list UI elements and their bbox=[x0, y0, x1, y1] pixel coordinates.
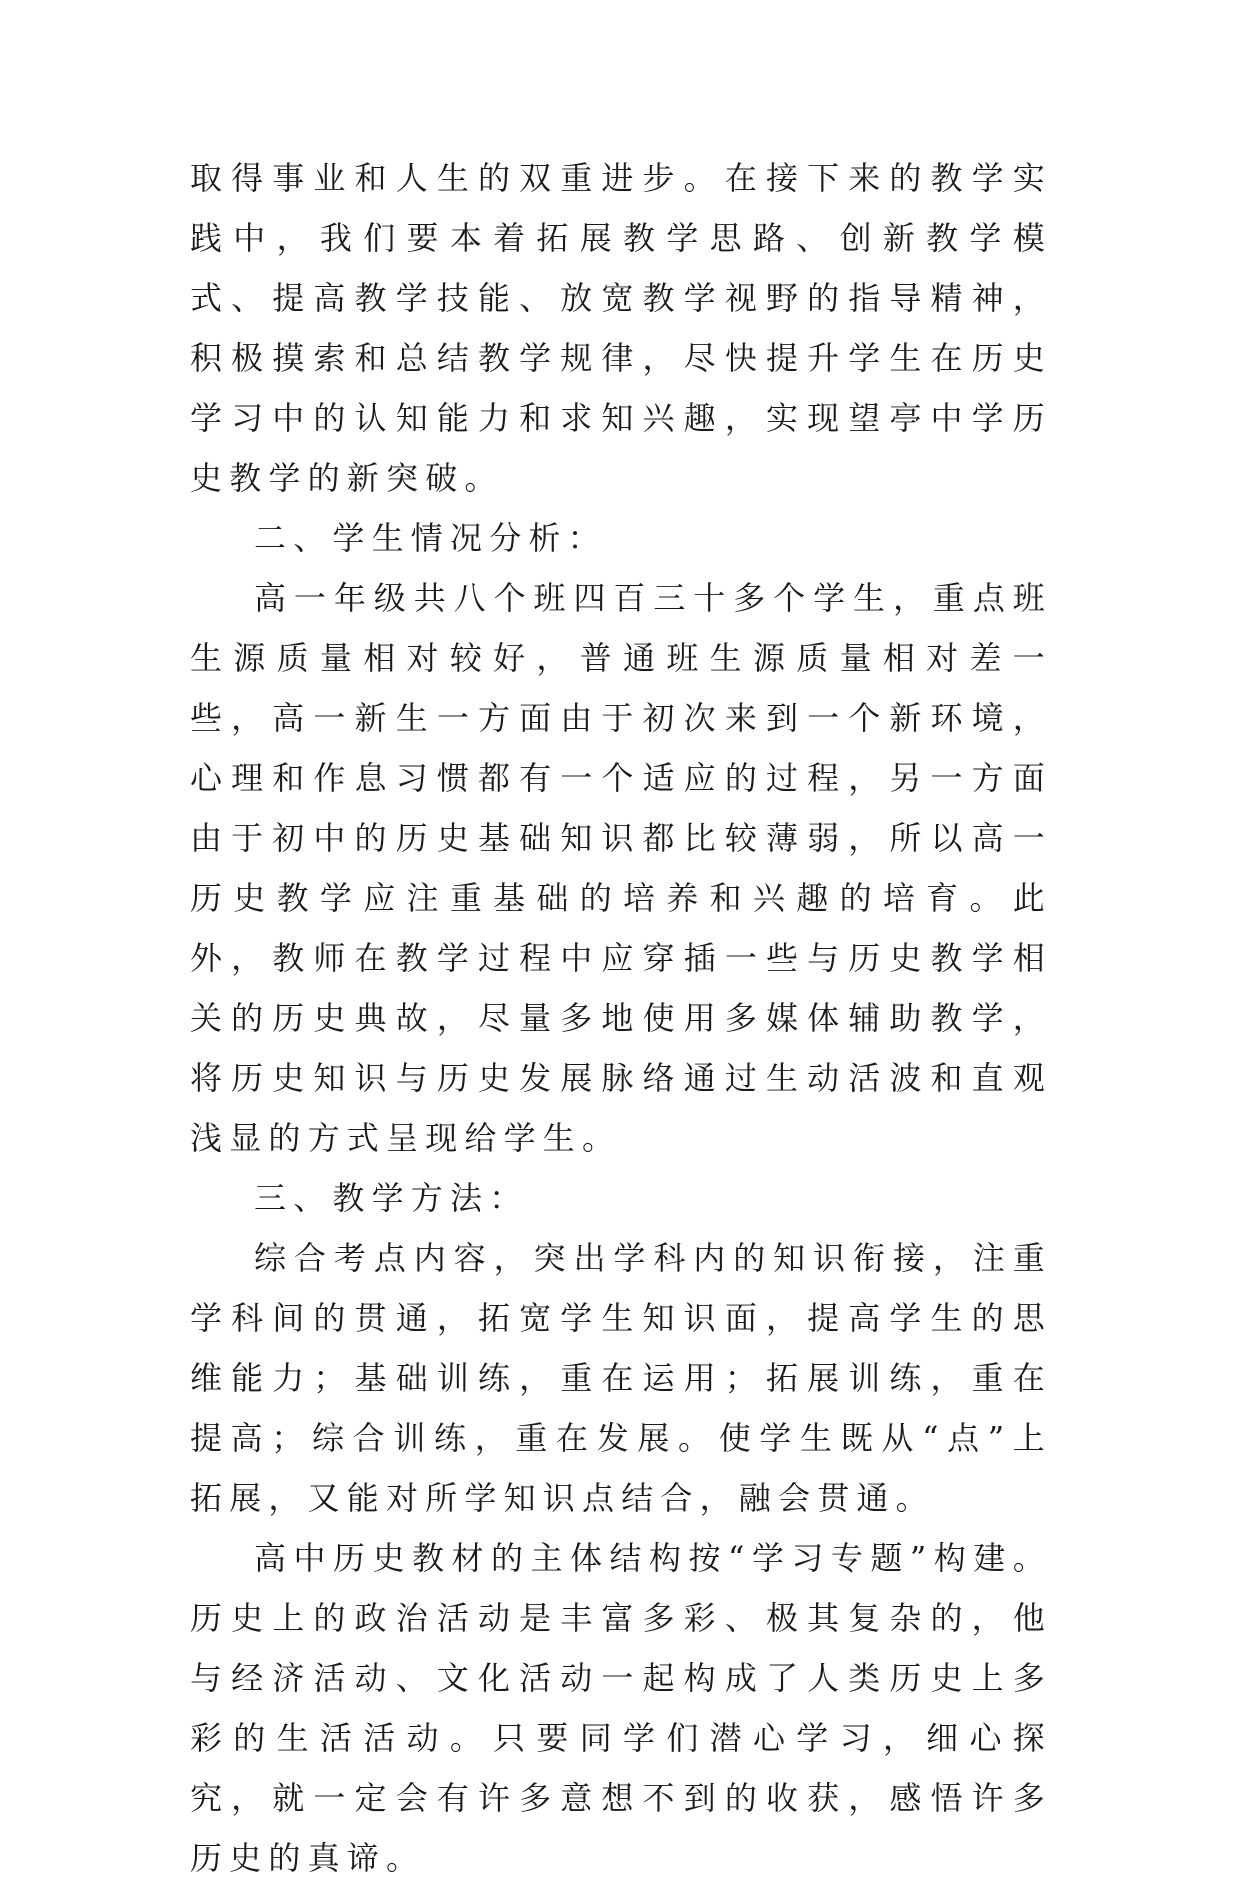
paragraph-student-analysis: 高一年级共八个班四百三十多个学生，重点班生源质量相对较好，普通班生源质量相对差一些，高一新生一方面由于初次来到一个新环境，心理和作息习惯都有一个适应的过程，另一方面由于初中的历史基础知识都比较薄弱，所以高一历史教学应注重基础的培养和兴趣的培育。此外，教师在教学过程中应穿插一些与历史教学相关的历史典故，尽量多地使用多媒体辅助教学，将历史知识与历史发展脉络通过生动活波和直观浅显的方式呈现给学生。 bbox=[190, 579, 1052, 1157]
document-body bbox=[190, 148, 1052, 1888]
paragraph-continuation: 取得事业和人生的双重进步。在接下来的教学实践中，我们要本着拓展教学思路、创新教学模式、提高教学技能、放宽教学视野的指导精神，积极摸索和总结教学规律，尽快提升学生在历史学习中的认知能力和求知兴趣，实现望亭中学历史教学的新突破。 bbox=[190, 159, 1052, 497]
section-heading-teaching-methods: 三、教学方法： bbox=[254, 1179, 529, 1217]
paragraph-teaching-methods: 综合考点内容，突出学科内的知识衔接，注重学科间的贯通，拓宽学生知识面，提高学生的思维能力；基础训练，重在运用；拓展训练，重在提高；综合训练，重在发展。使学生既从“点”上拓展，又能对所学知识点结合，融会贯通。 bbox=[190, 1239, 1052, 1517]
paragraph-textbook-structure: 高中历史教材的主体结构按“学习专题”构建。历史上的政治活动是丰富多彩、极其复杂的，他与经济活动、文化活动一起构成了人类历史上多彩的生活活动。只要同学们潜心学习，细心探究，就一定会有许多意想不到的收获，感悟许多历史的真谛。 bbox=[190, 1539, 1052, 1877]
section-heading-student-analysis: 二、学生情况分析： bbox=[254, 519, 607, 557]
